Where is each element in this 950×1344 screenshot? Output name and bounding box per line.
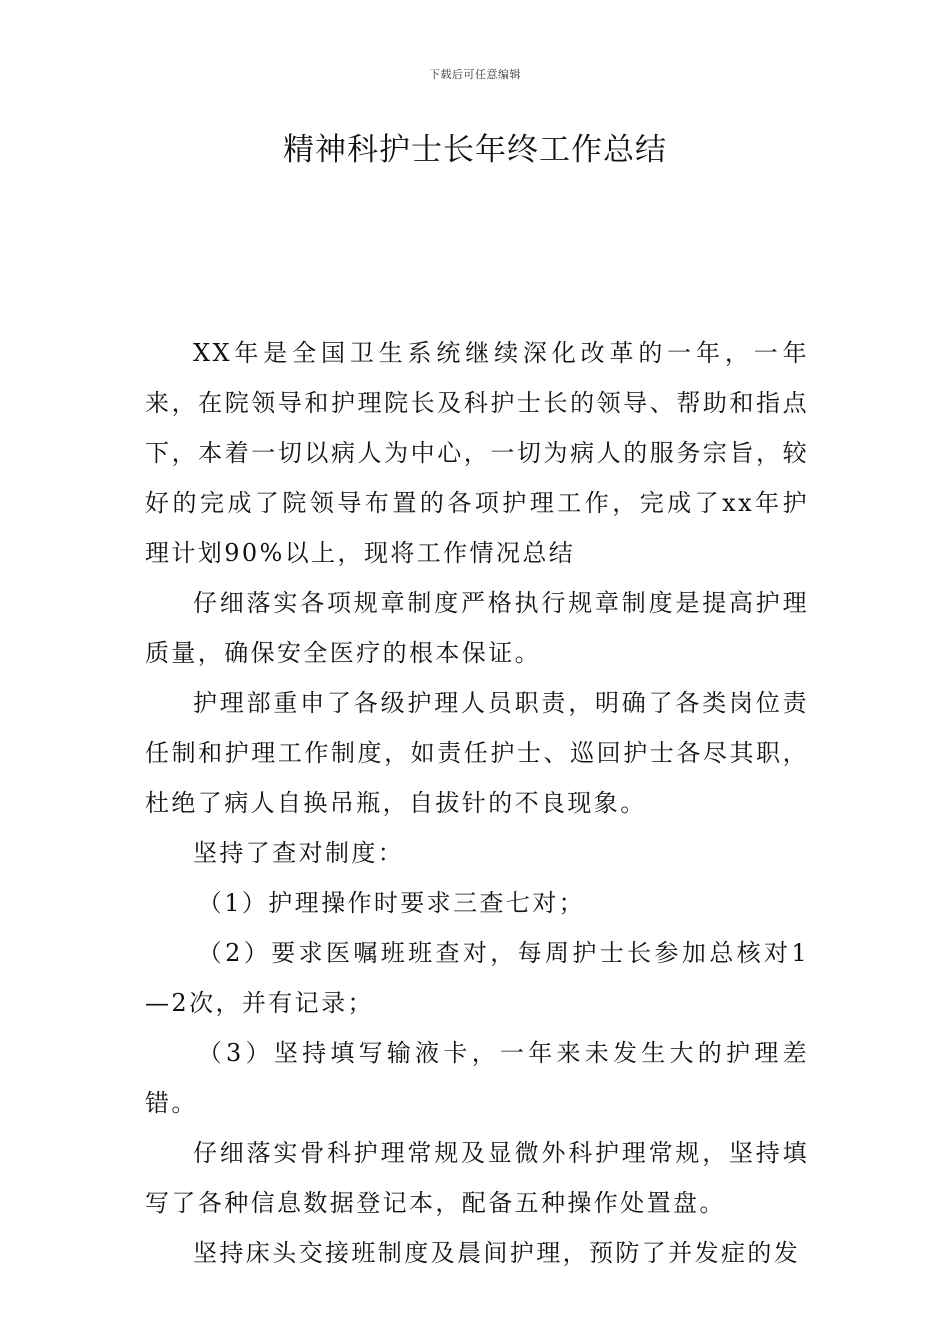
paragraph-routine: 仔细落实骨科护理常规及显微外科护理常规，坚持填写了各种信息数据登记本，配备五种操作处置盘。 <box>145 1139 809 1217</box>
list-item-1: （1）护理操作时要求三查七对； <box>197 889 586 917</box>
document-body <box>145 328 809 1278</box>
header-note: 下载后可任意编辑 <box>429 68 521 81</box>
paragraph-rules: 仔细落实各项规章制度严格执行规章制度是提高护理质量，确保安全医疗的根本保证。 <box>145 589 809 667</box>
paragraph-intro: XX年是全国卫生系统继续深化改革的一年，一年来，在院领导和护理院长及科护士长的领导、帮助和指点下，本着一切以病人为中心，一切为病人的服务宗旨，较好的完成了院领导布置的各项护理工作，完成了xx年护理计划90%以上，现将工作情况总结 <box>145 339 809 567</box>
paragraph-check-system: 坚持了查对制度： <box>193 839 405 867</box>
list-item-2: （2）要求医嘱班班查对，每周护士长参加总核对1—2次，并有记录； <box>145 939 809 1017</box>
paragraph-handover: 坚持床头交接班制度及晨间护理，预防了并发症的发 <box>193 1239 801 1267</box>
list-item-3: （3）坚持填写输液卡，一年来未发生大的护理差错。 <box>145 1039 809 1117</box>
document-title: 精神科护士长年终工作总结 <box>283 132 667 168</box>
paragraph-duties: 护理部重申了各级护理人员职责，明确了各类岗位责任制和护理工作制度，如责任护士、巡回护士各尽其职，杜绝了病人自换吊瓶，自拔针的不良现象。 <box>145 689 809 817</box>
